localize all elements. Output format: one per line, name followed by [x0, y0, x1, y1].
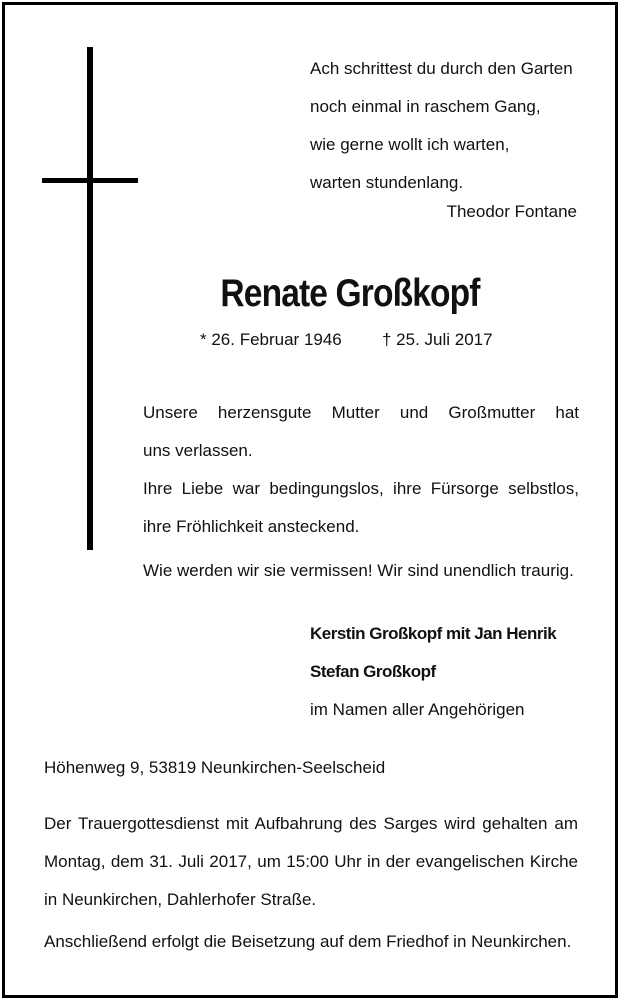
- message: [143, 394, 579, 590]
- service-info: [44, 805, 578, 961]
- message-line: Wie werden wir sie vermissen! Wir sind unendlich traurig.: [143, 561, 574, 580]
- poem: [310, 50, 580, 202]
- message-line: uns verlassen.: [143, 441, 253, 460]
- message-line: Ihre Liebe war bedingungslos, ihre Fürsorge selbstlos,: [143, 479, 579, 498]
- poem-line: wie gerne wollt ich warten,: [310, 135, 510, 154]
- family-address: Höhenweg 9, 53819 Neunkirchen-Seelscheid: [44, 758, 386, 777]
- service-line: Anschließend erfolgt die Beisetzung auf dem Friedhof in Neunkirchen.: [44, 932, 572, 951]
- birth-date: * 26. Februar 1946: [200, 330, 342, 349]
- message-line: ihre Fröhlichkeit ansteckend.: [143, 517, 360, 536]
- message-line: Unsere herzensgute Mutter und Großmutter hat: [143, 403, 579, 422]
- service-line: Der Trauergottesdienst mit Aufbahrung des Sarges wird gehalten am: [44, 814, 578, 833]
- signer-name: Stefan Großkopf: [310, 662, 436, 681]
- poem-line: warten stundenlang.: [310, 173, 464, 192]
- signers: [310, 615, 600, 729]
- poem-author: Theodor Fontane: [446, 202, 577, 221]
- service-line: Montag, dem 31. Juli 2017, um 15:00 Uhr in der evangelischen Kirche: [44, 852, 578, 871]
- service-line: in Neunkirchen, Dahlerhofer Straße.: [44, 890, 317, 909]
- deceased-name: Renate Großkopf: [220, 272, 480, 315]
- cross-icon-horizontal: [42, 178, 138, 183]
- signers-note: im Namen aller Angehörigen: [310, 700, 525, 719]
- poem-line: noch einmal in raschem Gang,: [310, 97, 541, 116]
- death-date: † 25. Juli 2017: [382, 330, 493, 349]
- poem-line: Ach schrittest du durch den Garten: [310, 59, 573, 78]
- signer-name: Kerstin Großkopf mit Jan Henrik: [310, 624, 557, 643]
